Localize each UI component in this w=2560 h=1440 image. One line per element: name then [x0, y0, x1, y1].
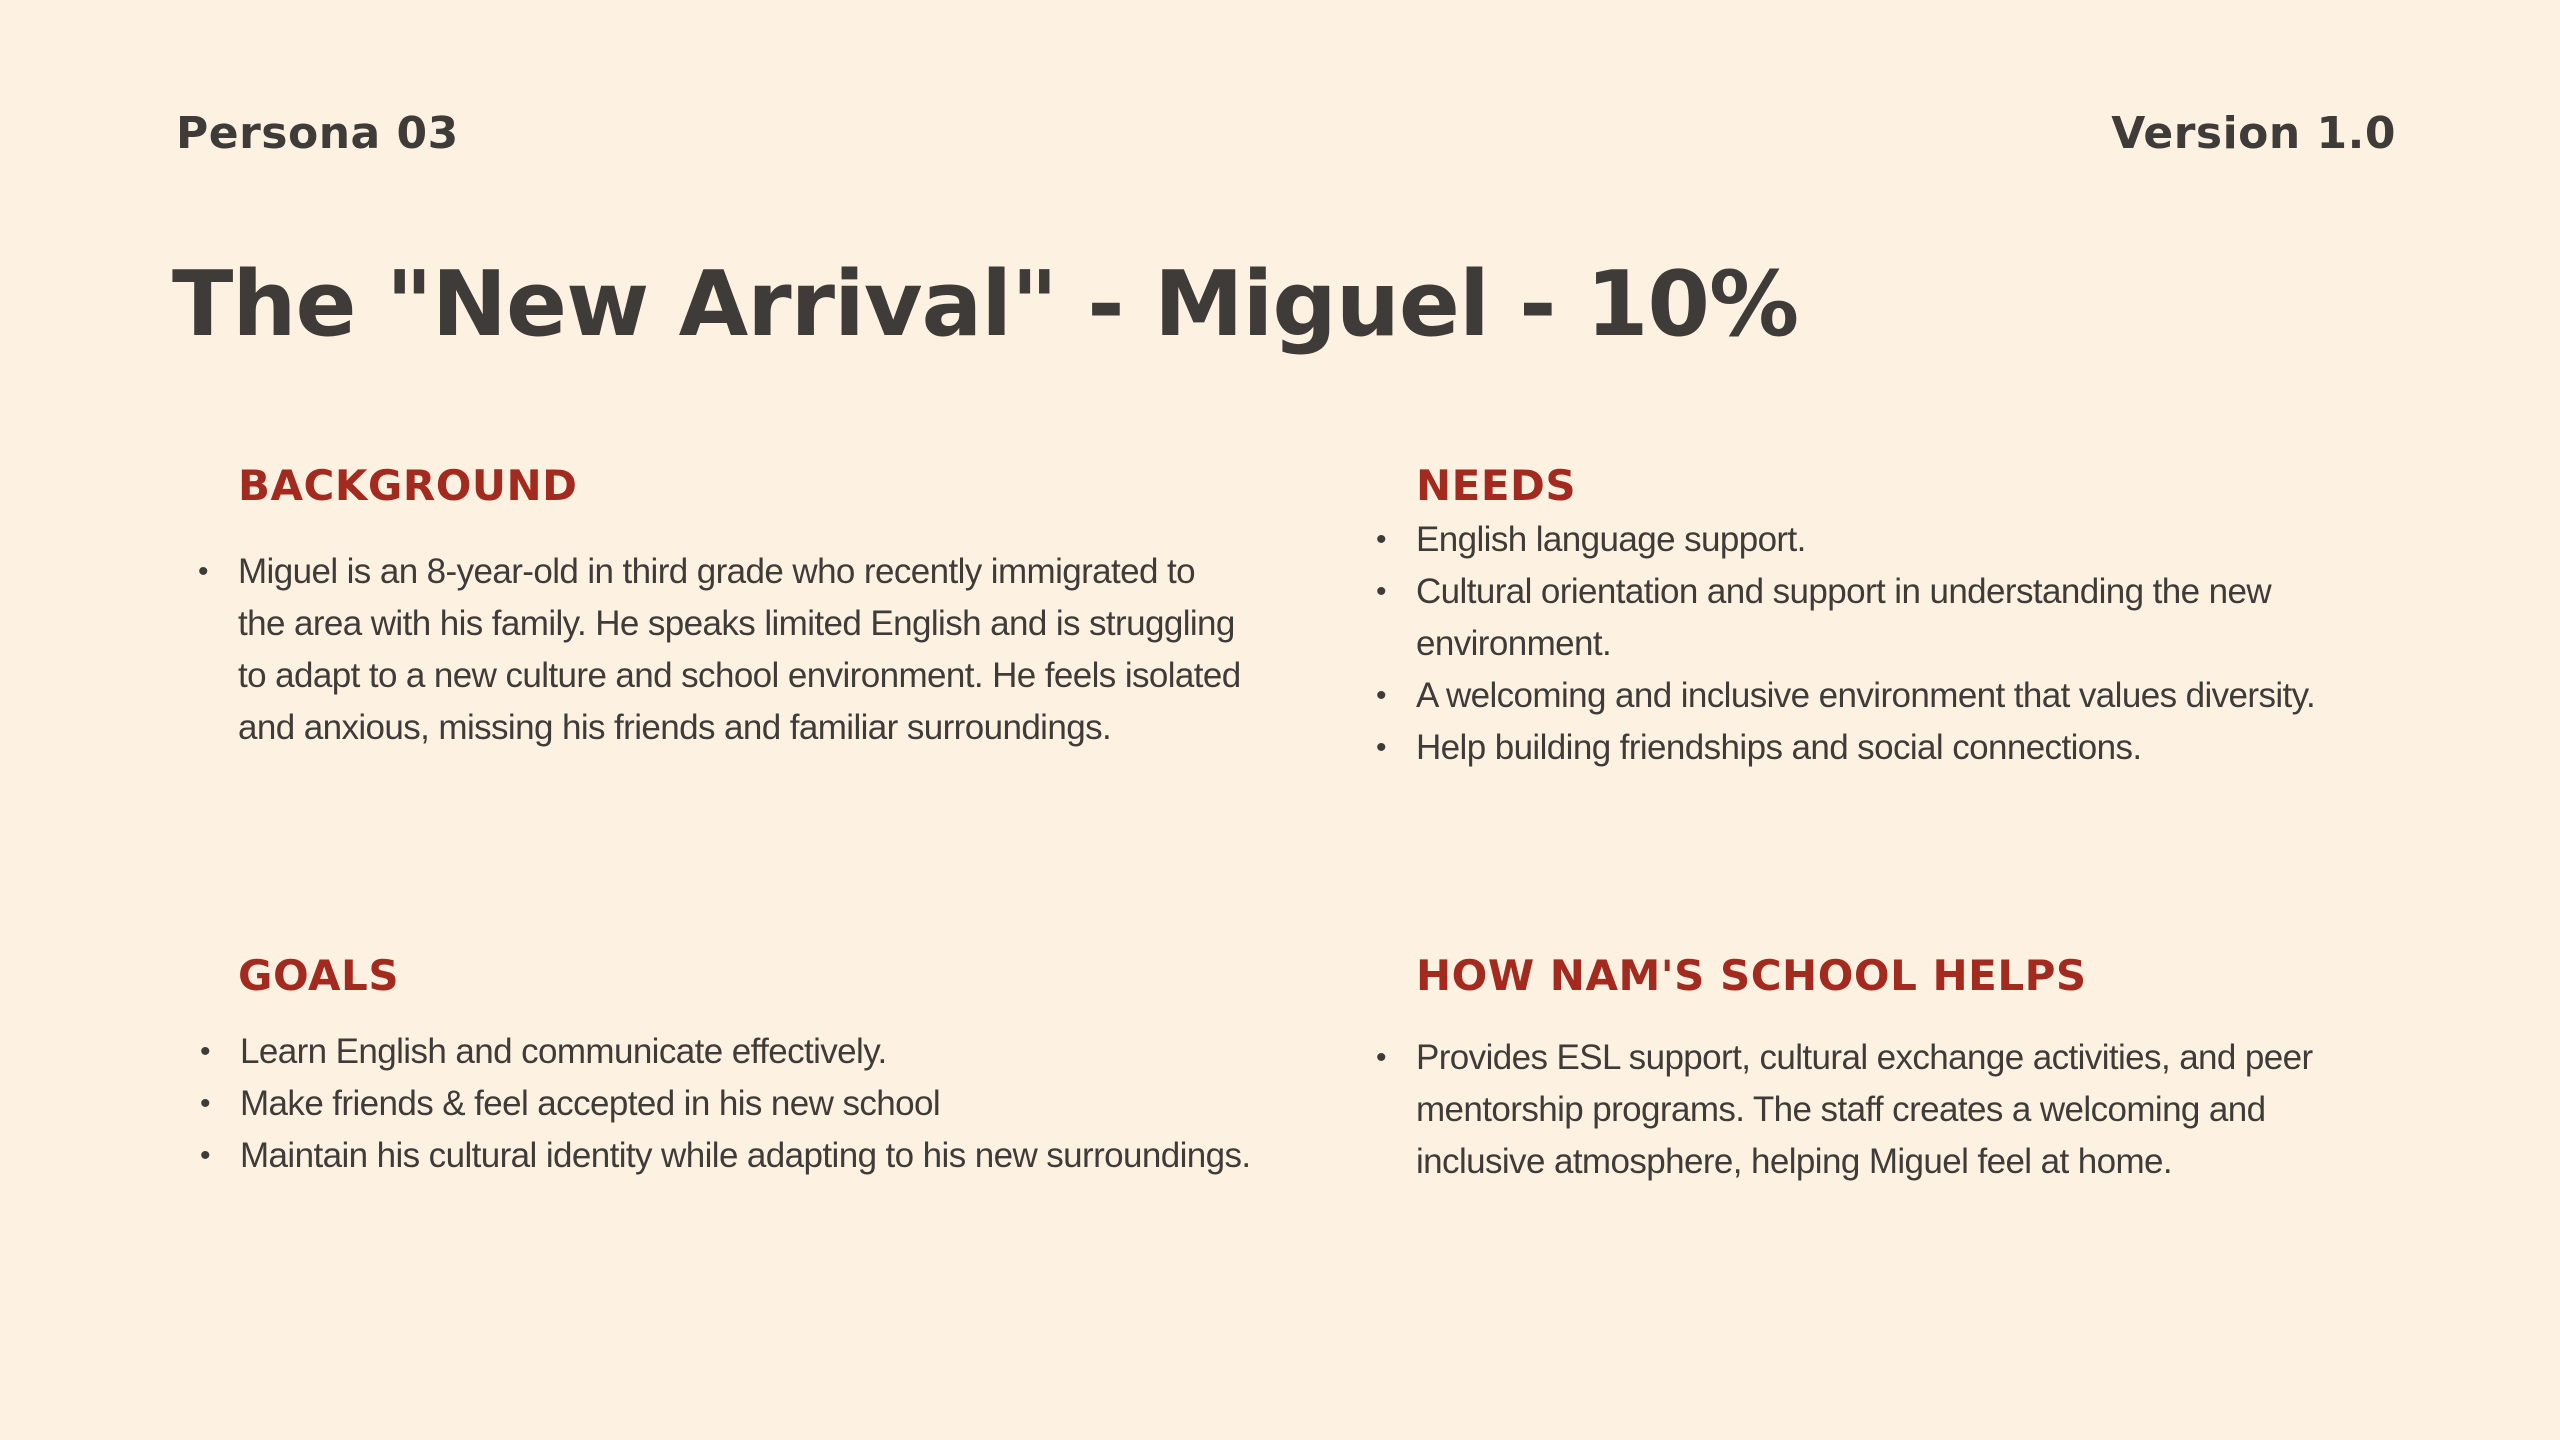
version-label: Version 1.0 [2111, 108, 2396, 159]
needs-item-text: Help building friendships and social connections. [1416, 728, 2142, 767]
goals-item-text: Learn English and communicate effectively. [240, 1032, 887, 1071]
page-title: The "New Arrival" - Miguel - 10% [172, 252, 1799, 357]
needs-item-text: Cultural orientation and support in understanding the new environment. [1416, 572, 2272, 663]
goals-item-text: Maintain his cultural identity while adapting to his new surroundings. [240, 1136, 1251, 1175]
goals-section [200, 948, 1378, 1182]
bullet-icon: • [1376, 731, 1386, 764]
needs-item [1376, 670, 2376, 722]
background-heading: BACKGROUND [238, 461, 578, 510]
school-helps-heading: HOW NAM'S SCHOOL HELPS [1416, 951, 2087, 1000]
bullet-icon: • [200, 1139, 210, 1172]
persona-label: Persona 03 [176, 108, 459, 159]
goals-item [200, 1026, 1378, 1078]
needs-item-text: A welcoming and inclusive environment that values diversity. [1416, 676, 2316, 715]
bullet-icon: • [1376, 679, 1386, 712]
bullet-icon: • [200, 1087, 210, 1120]
bullet-icon: • [1376, 575, 1386, 608]
school-helps-item-text: Provides ESL support, cultural exchange activities, and peer mentorship programs. The staff creates a welcoming and inclusive atmosphere, helping Miguel feel at home. [1416, 1038, 2313, 1181]
needs-item [1376, 514, 2376, 566]
needs-heading: NEEDS [1416, 461, 1577, 510]
school-helps-list [1376, 1032, 2376, 1188]
needs-item-text: English language support. [1416, 520, 1806, 559]
background-section [198, 458, 1248, 754]
needs-item [1376, 722, 2376, 774]
bullet-icon: • [198, 555, 208, 588]
goals-item [200, 1078, 1378, 1130]
goals-item-text: Make friends & feel accepted in his new school [240, 1084, 941, 1123]
bullet-icon: • [200, 1035, 210, 1068]
background-list [198, 546, 1248, 754]
background-item [198, 546, 1248, 754]
background-item-text: Miguel is an 8-year-old in third grade who recently immigrated to the area with his family. He speaks limited English and is struggling to adapt to a new culture and school environment. He feels isolated and anxious, missing his friends and familiar surroundings. [238, 552, 1241, 747]
goals-heading: GOALS [238, 951, 400, 1000]
goals-item [200, 1130, 1378, 1182]
needs-section [1376, 458, 2376, 774]
bullet-icon: • [1376, 523, 1386, 556]
school-helps-item [1376, 1032, 2376, 1188]
needs-list [1376, 514, 2376, 774]
bullet-icon: • [1376, 1041, 1386, 1074]
school-helps-section [1376, 948, 2376, 1188]
needs-item [1376, 566, 2376, 670]
goals-list [200, 1026, 1378, 1182]
